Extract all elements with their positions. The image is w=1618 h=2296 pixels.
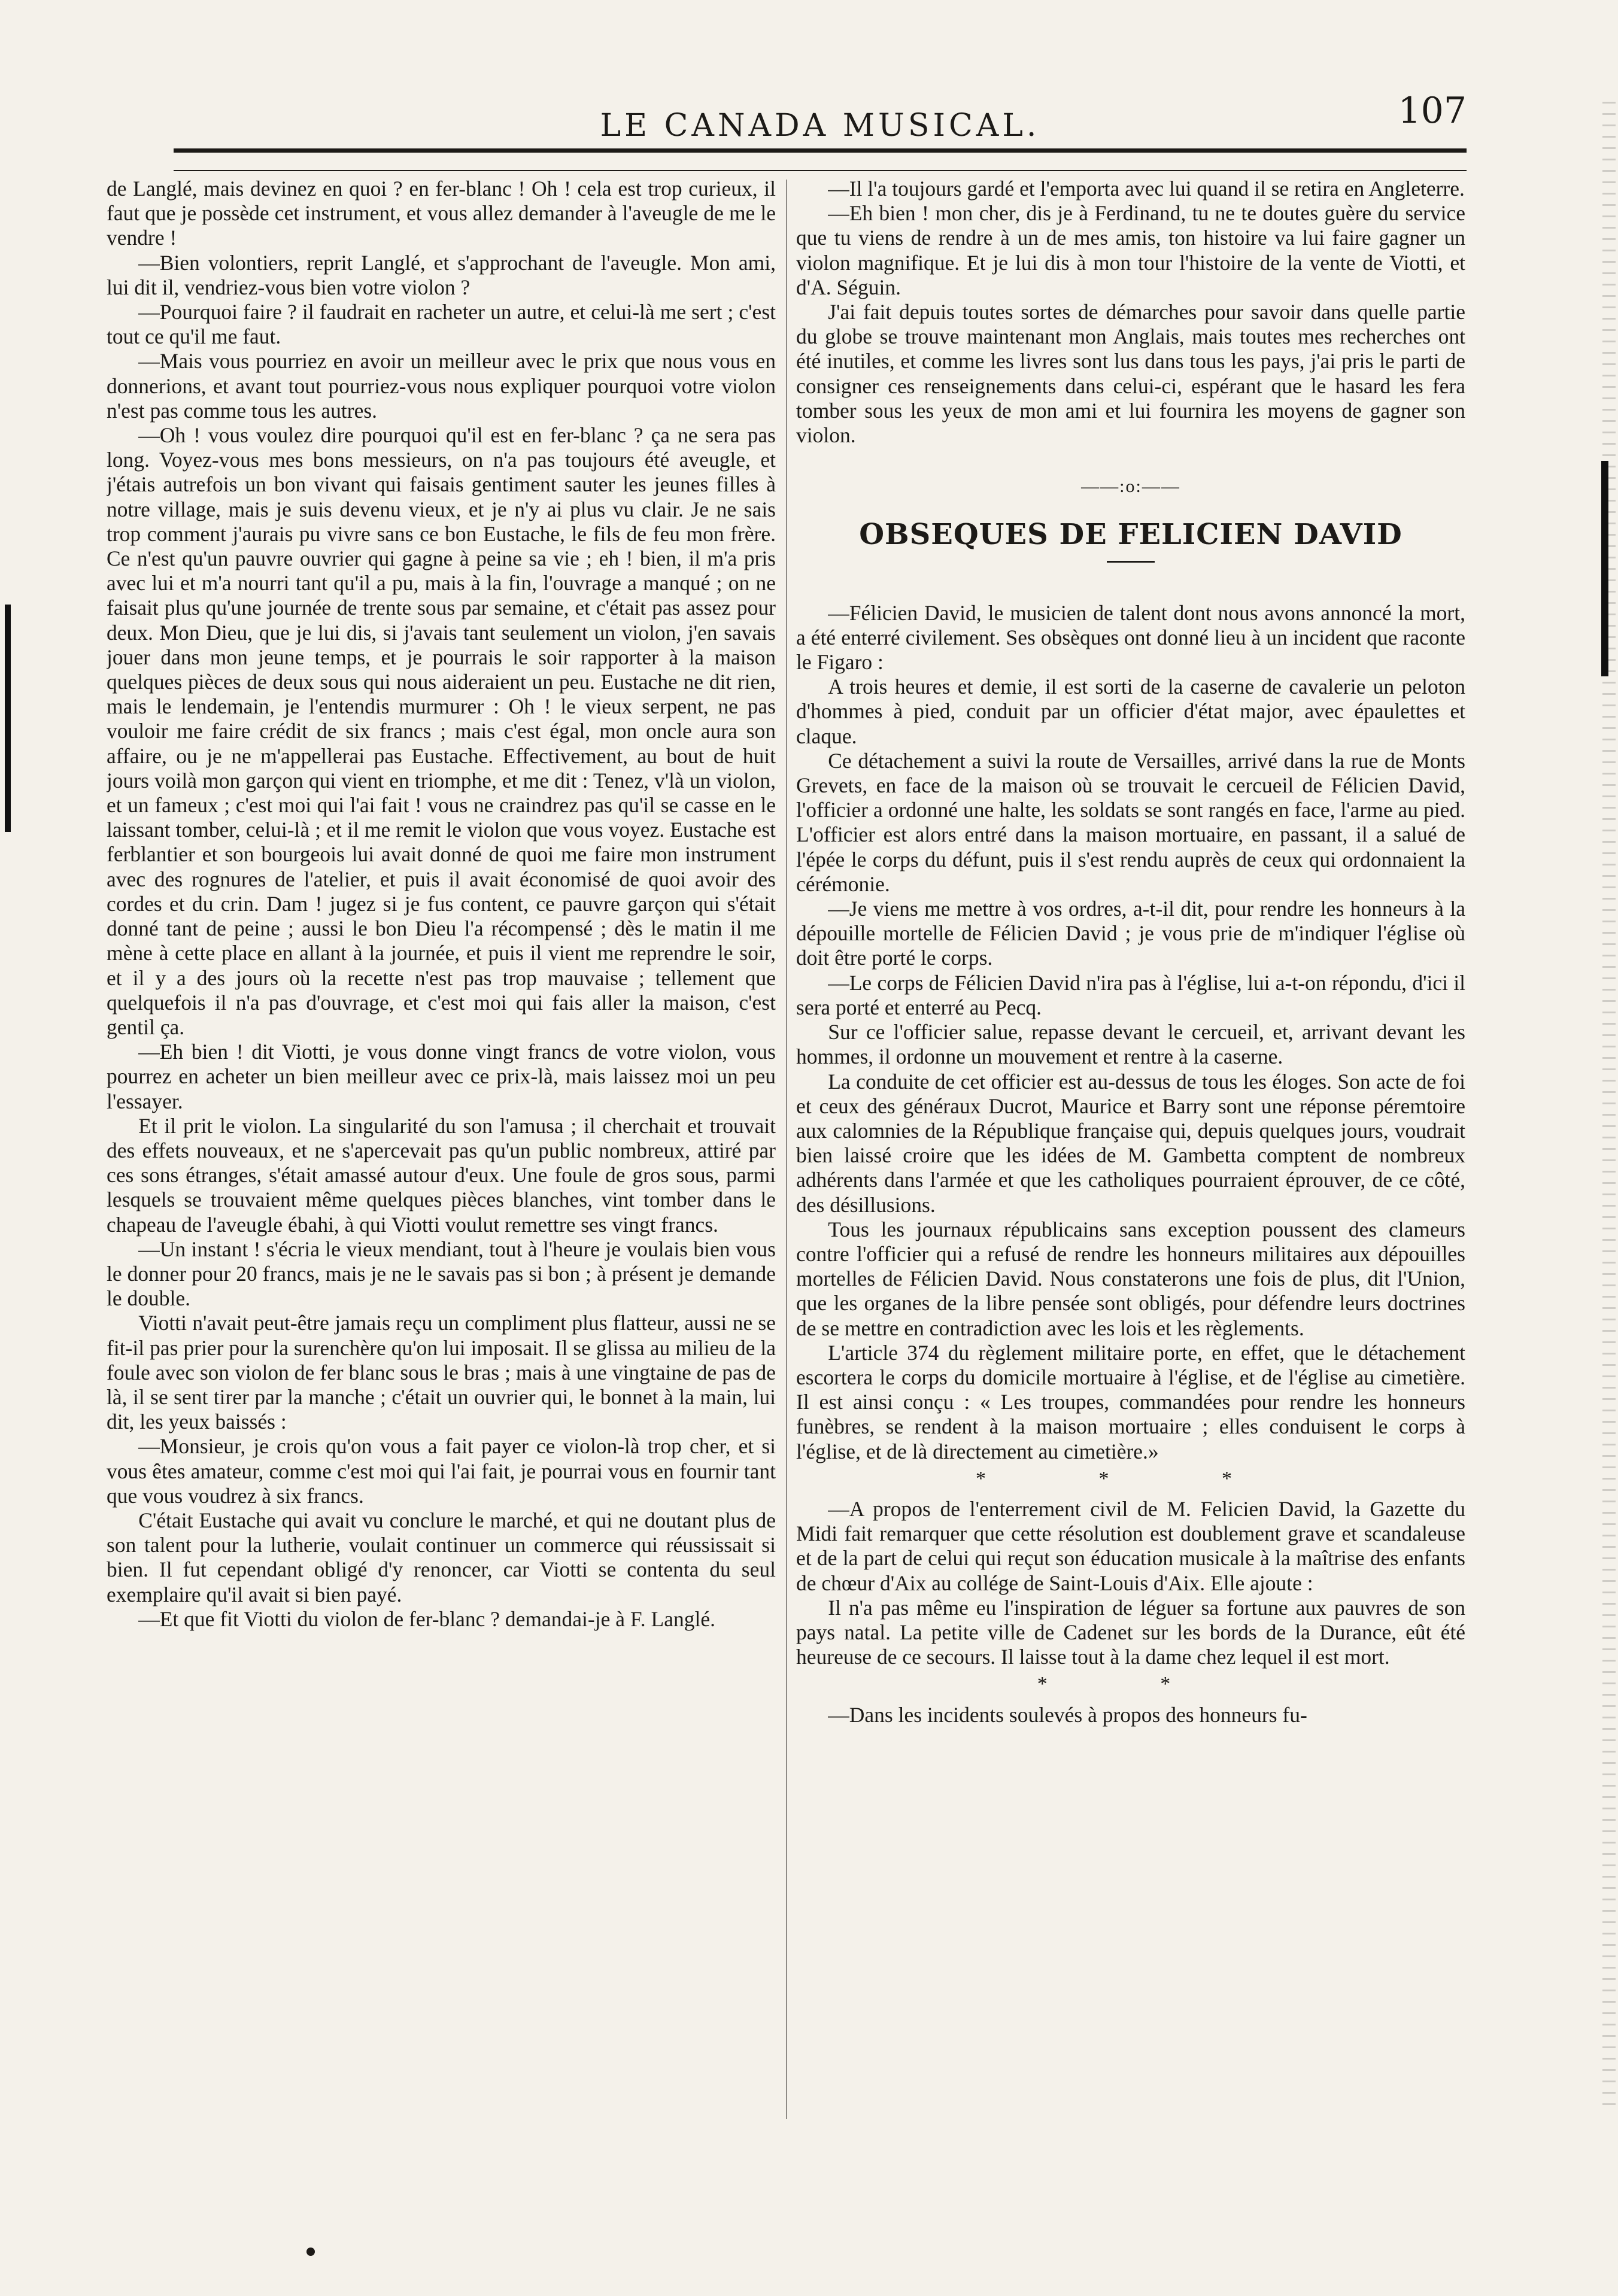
paragraph: —Bien volontiers, reprit Langlé, et s'approchant de l'aveugle. Mon ami, lui dit il, vendriez-vous bien votre violon ? — [107, 250, 776, 299]
paragraph: Et il prit le violon. La singularité du son l'amusa ; il cherchait et trouvait des effets nouveaux, et ne s'apercevait pas qu'un public nombreux, attiré par ces sons étranges, s'était amassé autour d'eux. Une foule de gros sous, parmi lesquels se trouvaient même quelques pièces blanches, vint tomber dans le chapeau de l'aveugle ébahi, à qui Viotti voulut remettre ses vingt francs. — [107, 1113, 776, 1237]
section-separator: ——:o:—— — [1081, 476, 1180, 497]
title-rule — [1107, 561, 1155, 563]
page-header — [174, 90, 1467, 144]
paragraph: —Pourquoi faire ? il faudrait en racheter un autre, et celui-là me sert ; c'est tout ce qu'il me faut. — [107, 300, 776, 349]
paragraph: —Félicien David, le musicien de talent dont nous avons annoncé la mort, a été enterré civilement. Ses obsèques ont donné lieu à un incident que raconte le Figaro : — [796, 600, 1465, 675]
page-edge-artifact — [1602, 102, 1616, 2113]
column-divider — [786, 180, 787, 2119]
left-column — [107, 177, 776, 2128]
paragraph: L'article 374 du règlement militaire porte, en effet, que le détachement escortera le corps du domicile mortuaire à l'église, et de l'église au cimetière. Il est ainsi conçu : « Les troupes, commandées pour rendre les honneurs funèbres, se rendent à la maison mortuaire ; elles conduisent le corps à l'église, et de là directement au cimetière.» — [796, 1340, 1465, 1463]
paragraph: —Eh bien ! mon cher, dis je à Ferdinand, tu ne te doutes guère du service que tu viens de rendre à un de mes amis, ton histoire va lui faire gagner un violon magnifique. Et je lui dis à mon tour l'histoire de la vente de Viotti, et d'A. Séguin. — [796, 201, 1465, 299]
paragraph: Sur ce l'officier salue, repasse devant le cercueil, et, arrivant devant les hommes, il ordonne un mouvement et rentre à la caserne. — [796, 1020, 1465, 1069]
paragraph: Tous les journaux républicains sans exception poussent des clameurs contre l'officier qui a refusé de rendre les honneurs militaires aux dépouilles mortelles de Félicien David. Nous constaterons une fois de plus, dit l'Union, que les organes de la libre pensée sont obligés, pour défendre leurs doctrines de se mettre en contradiction avec les lois et les règlements. — [796, 1217, 1465, 1340]
paragraph: Viotti n'avait peut-être jamais reçu un compliment plus flatteur, aussi ne se fit-il pas prier pour la surenchère qu'on lui imposait. Il se glissa au milieu de la foule avec son violon de fer blanc sous le bras ; mais à une vingtaine de pas de là, il se sent tirer par la manche ; c'était un ouvrier qui, le bonnet à la main, lui dit, les yeux baissés : — [107, 1311, 776, 1434]
page-number: 107 — [1398, 90, 1467, 132]
ink-dot — [306, 2248, 315, 2256]
paragraph: —Eh bien ! dit Viotti, je vous donne vingt francs de votre violon, vous pourrez en acheter un bien meilleur avec ce prix-là, mais laissez moi un peu l'essayer. — [107, 1040, 776, 1113]
paragraph: de Langlé, mais devinez en quoi ? en fer-blanc ! Oh ! cela est trop curieux, il faut que je possède cet instrument, et vous allez demander à l'aveugle de me le vendre ! — [107, 177, 776, 250]
scan-mark-left — [5, 605, 11, 832]
paragraph: —Et que fit Viotti du violon de fer-blanc ? demandai-je à F. Langlé. — [138, 1606, 715, 1631]
paragraph: —Dans les incidents soulevés à propos des honneurs fu- — [828, 1702, 1307, 1727]
running-title: LE CANADA MUSICAL. — [600, 108, 1040, 144]
header-rule — [174, 148, 1467, 153]
header-rule-thin — [174, 170, 1467, 171]
paragraph: —Monsieur, je crois qu'on vous a fait payer ce violon-là trop cher, et si vous êtes amateur, comme c'est moi qui l'ai fait, je pourrai vous en fournir tant que vous voudrez à six francs. — [107, 1434, 776, 1508]
paragraph: —Je viens me mettre à vos ordres, a-t-il dit, pour rendre les honneurs à la dépouille mortelle de Félicien David ; je vous prie de m'indiquer l'église où doit être porté le corps. — [796, 897, 1465, 970]
scan-mark-right — [1601, 461, 1608, 676]
paragraph: Ce détachement a suivi la route de Versailles, arrivé dans la rue de Monts Grevets, en face de la maison où se trouvait le cercueil de Félicien David, l'officier a ordonné une halte, les soldats se sont rangés en face, l'arme au pied. L'officier est alors entré dans la maison mortuaire, en passant, il a salué de l'épée le corps du défunt, puis il s'est rendu auprès de ceux qui ordonnaient la cérémonie. — [796, 748, 1465, 896]
asterism: * * — [1037, 1673, 1225, 1696]
paragraph: A trois heures et demie, il est sorti de la caserne de cavalerie un peloton d'hommes à pied, conduit par un officier d'état major, avec épaulettes et claque. — [796, 675, 1465, 748]
paragraph: —Un instant ! s'écria le vieux mendiant, tout à l'heure je voulais bien vous le donner pour 20 francs, mais je ne le savais pas si bon ; à présent je demande le double. — [107, 1237, 776, 1311]
paragraph: —Le corps de Félicien David n'ira pas à l'église, lui a-t-on répondu, d'ici il sera porté et enterré au Pecq. — [796, 970, 1465, 1019]
asterism: * * * — [976, 1467, 1286, 1490]
paragraph: C'était Eustache qui avait vu conclure le marché, et qui ne doutant plus de son talent pour la lutherie, voulait continuer un commerce qui réussissait si bien. Il fut cependant obligé d'y renoncer, car Viotti se contenta du seul exemplaire qu'il avait si bien payé. — [107, 1508, 776, 1606]
paragraph: —A propos de l'enterrement civil de M. Felicien David, la Gazette du Midi fait remarquer que cette résolution est doublement grave et scandaleuse et de la part de celui qui reçut son éducation musicale à la maîtrise des enfants de chœur d'Aix au collége de Saint-Louis d'Aix. Elle ajoute : — [796, 1496, 1465, 1595]
paragraph: —Il l'a toujours gardé et l'emporta avec lui quand il se retira en Angleterre. — [828, 177, 1465, 201]
paragraph: —Mais vous pourriez en avoir un meilleur avec le prix que nous vous en donnerions, et avant tout pourriez-vous nous expliquer pourquoi votre violon n'est pas comme tous les autres. — [107, 349, 776, 423]
paragraph: J'ai fait depuis toutes sortes de démarches pour savoir dans quelle partie du globe se trouve maintenant mon Anglais, mais toutes mes recherches ont été inutiles, et comme les livres sont lus dans tous les pays, j'ai pris le parti de consigner ces renseignements dans celui-ci, espérant que le hasard les fera tomber sous les yeux de mon ami et lui fournira les moyens de gagner son violon. — [796, 300, 1465, 448]
right-column — [796, 177, 1465, 2128]
section-title: OBSEQUES DE FELICIEN DAVID — [859, 518, 1403, 552]
paragraph: La conduite de cet officier est au-dessus de tous les éloges. Son acte de foi et ceux des généraux Ducrot, Maurice et Barry sont une réponse péremtoire aux calomnies de la République française qui, depuis quelques jours, voudrait bien laissé croire que les idées de M. Gambetta comptent de nombreux adhérents dans l'armée et que les catholiques pourraient éprouver, de ce côté, des désillusions. — [796, 1069, 1465, 1217]
paragraph: —Oh ! vous voulez dire pourquoi qu'il est en fer-blanc ? ça ne sera pas long. Voyez-vous mes bons messieurs, on n'a pas toujours été aveugle, et j'étais autrefois un bon vivant qui faisais gentiment sauter les jeunes filles à notre village, mais je suis devenu vieux, et je n'y ai plus vu clair. Je ne sais trop comment j'aurais pu vivre sans ce bon Eustache, le fils de feu mon frère. Ce n'est qu'un pauvre ouvrier qui gagne à peine sa vie ; eh ! bien, il m'a pris avec lui et m'a nourri tant qu'il a pu, mais à la fin, l'ouvrage a manqué ; on ne faisait plus qu'une journée de trente sous par semaine, et c'était pas assez pour deux. Mon Dieu, que je lui dis, si j'avais tant seulement un violon, j'en savais jouer dans mon jeune temps, et je pourrais le soir rapporter à la maison quelques pièces de deux sous qui nous aideraient un peu. Eustache ne dit rien, mais le lendemain, je l'entendis murmurer : Oh ! le vieux serpent, ne pas vouloir me faire crédit de six francs ; mais c'est égal, mon oncle aura son affaire, ou je ne m'appellerai pas Eustache. Effectivement, au bout de huit jours voilà mon garçon qui vient en triomphe, et me dit : Tenez, v'là un violon, et un fameux ; c'est moi qui l'ai fait ! vous ne craindrez pas qu'il se casse en le laissant tomber, celui-là ; et il me remit le violon que vous voyez. Eustache est ferblantier et son bourgeois lui avait donné de quoi me faire mon instrument avec des rognures de l'atelier, et puis il avait économisé de quoi avoir des cordes et du crin. Dam ! jugez si je fus content, ce pauvre garçon qui s'était donné tant de peine ; aussi le bon Dieu l'a récompensé ; dès le matin il me mène à cette place en allant à la journée, et puis il vient me reprendre le soir, et il y a des jours où la recette n'est pas trop mauvaise ; tellement que quelquefois il n'a pas d'ouvrage, et c'est moi qui fais aller la maison, c'est gentil ça. — [107, 423, 776, 1039]
paragraph: Il n'a pas même eu l'inspiration de léguer sa fortune aux pauvres de son pays natal. La petite ville de Cadenet sur les bords de la Durance, eût été heureuse de ce secours. Il laisse tout à la dame chez lequel il est mort. — [796, 1595, 1465, 1669]
